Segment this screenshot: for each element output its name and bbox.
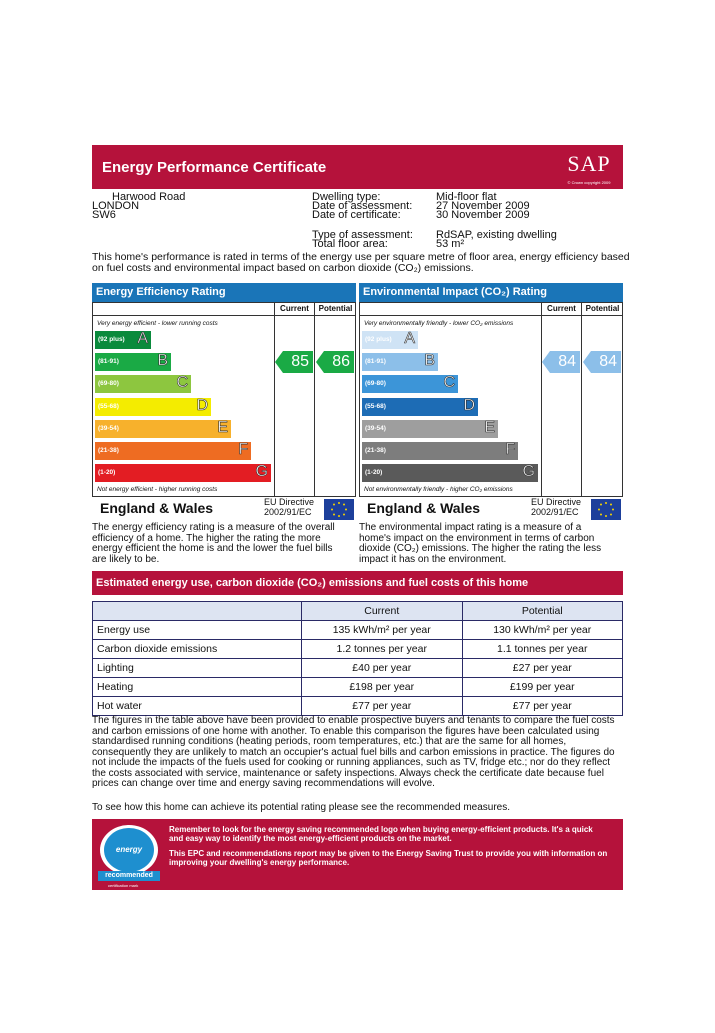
band-letter: C xyxy=(443,374,455,392)
row-current: £77 per year xyxy=(302,697,463,716)
environmental-potential-value: 84 xyxy=(599,353,617,371)
efficiency-current-header: Current xyxy=(274,303,314,316)
environmental-region: England & Wales xyxy=(367,500,481,516)
recommended-banner xyxy=(92,819,623,898)
band-letter: D xyxy=(463,396,475,414)
band-range: (21-38) xyxy=(98,447,119,454)
assessment-type-label: Type of assessment: xyxy=(312,229,413,241)
band-range: (55-68) xyxy=(365,402,386,410)
efficiency-potential-header: Potential xyxy=(314,303,356,316)
estimated-table xyxy=(92,601,623,716)
notes-paragraph: The figures in the table above have been provided to enable prospective buyers and tenants to compare the fuel costs and carbon emissions of one home with another. To enable this comparison the figures have been calculated using standardised running conditions (heating periods, room temperatures, etc.) that are the same for all homes, consequently they are unlikely to match an occupier's actual fuel bills and carbon emissions in practice. The figures do not include the impacts of the fuels used for cooking or running appliances, such as TV, fridge etc.; nor do they reflect the costs associated with service, maintenance or safety inspections. Always check the certificate date because fuel prices can change over time and energy saving recommendations will evolve. xyxy=(92,715,615,789)
band-range: (1-20) xyxy=(98,469,116,477)
efficiency-band-c xyxy=(95,375,191,393)
recommended-logo-bar: recommended xyxy=(98,871,160,881)
table-header-blank xyxy=(93,602,302,621)
environmental-top-text: Very environmentally friendly - lower CO₂ emissions xyxy=(364,320,514,327)
band-letter: G xyxy=(255,463,268,481)
band-letter: D xyxy=(196,396,208,414)
band-letter: B xyxy=(424,352,435,370)
row-current: 1.2 tonnes per year xyxy=(302,640,463,659)
environmental-current-header: Current xyxy=(541,303,581,316)
efficiency-band-d xyxy=(95,398,211,416)
dwelling-type-value: Mid-floor flat xyxy=(436,191,497,203)
efficiency-band-e xyxy=(95,420,231,438)
environmental-current-divider xyxy=(541,315,542,496)
table-row xyxy=(93,697,623,716)
address-line-3: SW6 xyxy=(92,209,116,221)
efficiency-header-divider xyxy=(93,315,274,316)
band-range: (92 plus) xyxy=(98,336,125,343)
environmental-panel-title: Environmental Impact (CO₂) Rating xyxy=(359,283,623,302)
energy-saving-logo-text: energy saving xyxy=(104,828,154,872)
band-range: (81-91) xyxy=(98,358,119,366)
environmental-bottom-text: Not environmentally friendly - higher CO₂ emissions xyxy=(364,486,513,493)
band-range: (92 plus) xyxy=(365,336,392,343)
environmental-current-arrow xyxy=(542,351,580,373)
environmental-impact-panel xyxy=(359,283,623,521)
environmental-band-b xyxy=(362,353,438,371)
environmental-footer xyxy=(359,495,623,521)
certificate-title: Energy Performance Certificate xyxy=(102,159,327,176)
efficiency-footer xyxy=(92,495,356,521)
row-current: £198 per year xyxy=(302,678,463,697)
environmental-band-a xyxy=(362,331,418,349)
environmental-chart xyxy=(359,302,623,497)
environmental-band-d xyxy=(362,398,478,416)
energy-efficiency-panel xyxy=(92,283,356,521)
row-label: Carbon dioxide emissions xyxy=(93,640,302,659)
efficiency-bottom-text: Not energy efficient - higher running costs xyxy=(97,486,218,493)
row-potential: £77 per year xyxy=(462,697,623,716)
environmental-band-f xyxy=(362,442,518,460)
certification-mark-text: certification mark xyxy=(108,883,139,888)
environmental-potential-header: Potential xyxy=(581,303,623,316)
certificate-date-label: Date of certificate: xyxy=(312,209,401,221)
sap-logo-subtext: © Crown copyright 2009 xyxy=(567,180,611,185)
recommended-text-1: Remember to look for the energy saving recommended logo when buying energy-efficient products. It's a quick and easy way to identify the most energy-efficient products on the market. xyxy=(169,825,593,843)
certificate-banner xyxy=(92,145,623,189)
recommended-text xyxy=(169,825,609,867)
efficiency-region: England & Wales xyxy=(100,500,214,516)
band-letter: C xyxy=(176,374,188,392)
band-range: (81-91) xyxy=(365,358,386,366)
assessment-type-value: RdSAP, existing dwelling xyxy=(436,229,557,241)
row-label: Lighting xyxy=(93,659,302,678)
efficiency-top-text: Very energy efficient - lower running costs xyxy=(97,320,218,327)
environmental-band-g xyxy=(362,464,538,482)
efficiency-band-g xyxy=(95,464,271,482)
table-row xyxy=(93,659,623,678)
eu-flag-icon xyxy=(591,499,621,520)
row-potential: 1.1 tonnes per year xyxy=(462,640,623,659)
band-range: (55-68) xyxy=(98,402,119,410)
efficiency-panel-title: Energy Efficiency Rating xyxy=(92,283,356,302)
efficiency-directive: EU Directive 2002/91/EC xyxy=(264,497,315,517)
sap-logo xyxy=(563,149,615,185)
sap-logo-text: SAP xyxy=(567,151,611,176)
efficiency-potential-value: 86 xyxy=(332,353,350,371)
dwelling-type-label: Dwelling type: xyxy=(312,191,381,203)
intro-text: This home's performance is rated in terms of the energy use per square metre of floor area, energy efficiency based on fuel costs and environmental impact based on carbon dioxide (CO₂) emissions. xyxy=(92,251,630,274)
band-range: (69-80) xyxy=(98,380,119,388)
efficiency-band-f xyxy=(95,442,251,460)
band-range: (69-80) xyxy=(365,380,386,388)
band-letter: F xyxy=(238,441,248,458)
efficiency-chart xyxy=(92,302,356,497)
estimated-banner: Estimated energy use, carbon dioxide (CO₂) emissions and fuel costs of this home xyxy=(92,571,623,595)
band-letter: E xyxy=(217,418,228,436)
efficiency-current-divider xyxy=(274,315,275,496)
table-header-row xyxy=(93,602,623,621)
environmental-band-e xyxy=(362,420,498,438)
efficiency-potential-divider xyxy=(314,315,315,496)
row-label: Heating xyxy=(93,678,302,697)
band-letter: F xyxy=(505,441,515,458)
efficiency-band-b xyxy=(95,353,171,371)
band-range: (21-38) xyxy=(365,447,386,454)
table-header-current: Current xyxy=(302,602,463,621)
environmental-potential-divider xyxy=(581,315,582,496)
band-range: (39-54) xyxy=(98,424,119,432)
row-potential: £199 per year xyxy=(462,678,623,697)
floor-area-value: 53 m² xyxy=(436,238,465,250)
environmental-directive: EU Directive 2002/91/EC xyxy=(531,497,582,517)
eu-flag-icon xyxy=(324,499,354,520)
band-range: (39-54) xyxy=(365,424,386,432)
address-line-2: LONDON xyxy=(92,200,140,212)
band-letter: E xyxy=(484,418,495,436)
row-current: £40 per year xyxy=(302,659,463,678)
row-potential: £27 per year xyxy=(462,659,623,678)
band-letter: G xyxy=(522,463,535,481)
table-row xyxy=(93,640,623,659)
environmental-description: The environmental impact rating is a measure of a home's impact on the environment in terms of carbon dioxide (CO₂) emissions. The higher the rating the less impact it has on the environment. xyxy=(359,522,602,565)
address-line-1: Harwood Road xyxy=(112,191,186,203)
certificate-date-value: 30 November 2009 xyxy=(436,209,530,221)
band-letter: A xyxy=(404,330,415,347)
band-range: (1-20) xyxy=(365,469,383,477)
row-label: Hot water xyxy=(93,697,302,716)
notes-paragraph-2: To see how this home can achieve its potential rating please see the recommended measures. xyxy=(92,802,511,813)
efficiency-current-arrow xyxy=(275,351,313,373)
environmental-potential-arrow xyxy=(583,351,621,373)
table-row xyxy=(93,678,623,697)
environmental-header-divider xyxy=(360,315,541,316)
efficiency-potential-arrow xyxy=(316,351,354,373)
efficiency-current-value: 85 xyxy=(291,353,309,371)
row-label: Energy use xyxy=(93,621,302,640)
efficiency-band-a xyxy=(95,331,151,349)
band-letter: A xyxy=(137,330,148,347)
table-header-potential: Potential xyxy=(462,602,623,621)
assessment-date-label: Date of assessment: xyxy=(312,200,413,212)
recommended-text-2: This EPC and recommendations report may be given to the Energy Saving Trust to provide you with information on improving your dwelling's energy performance. xyxy=(169,849,608,867)
assessment-date-value: 27 November 2009 xyxy=(436,200,530,212)
environmental-current-value: 84 xyxy=(558,353,576,371)
floor-area-label: Total floor area: xyxy=(312,238,388,250)
row-potential: 130 kWh/m² per year xyxy=(462,621,623,640)
row-current: 135 kWh/m² per year xyxy=(302,621,463,640)
table-row xyxy=(93,621,623,640)
band-letter: B xyxy=(157,352,168,370)
environmental-band-c xyxy=(362,375,458,393)
efficiency-description: The energy efficiency rating is a measure of the overall efficiency of a home. The higher the rating the more energy efficient the home is and the lower the fuel bills are likely to be. xyxy=(92,522,335,565)
